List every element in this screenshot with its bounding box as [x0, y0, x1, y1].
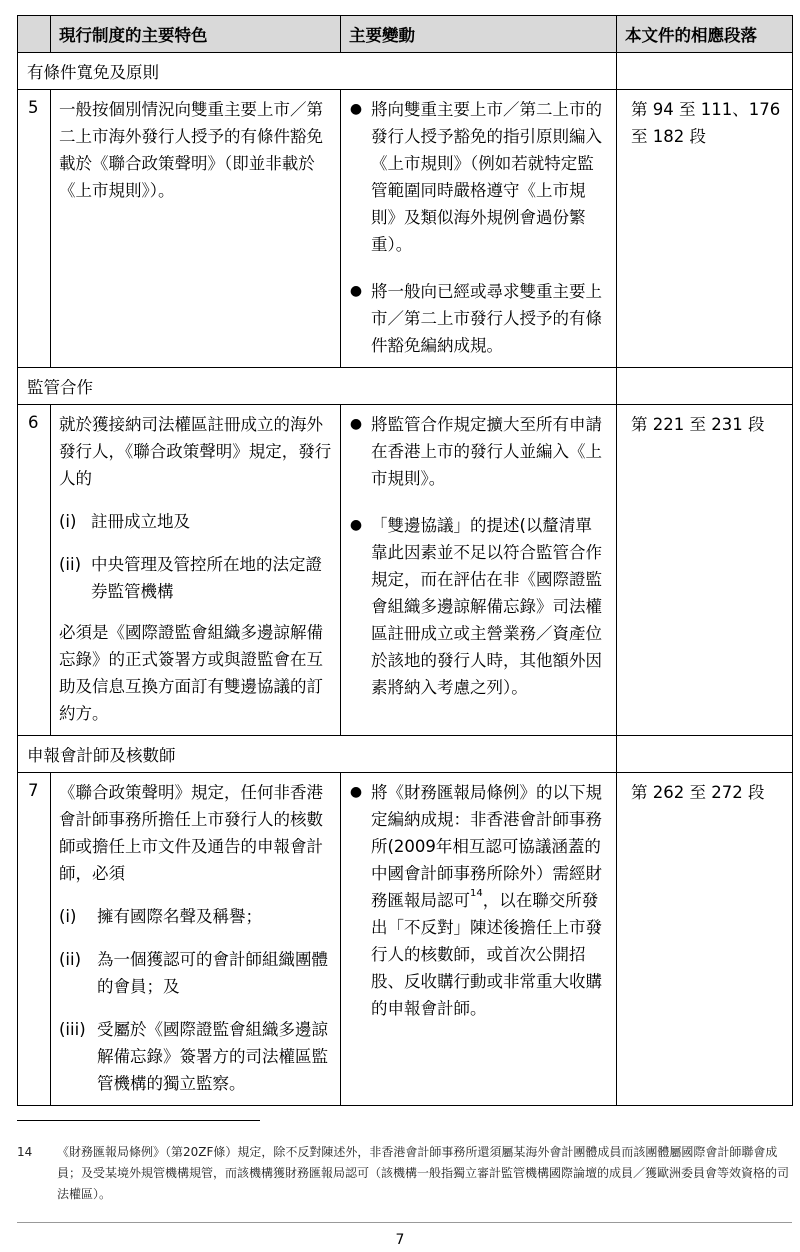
reference-cell: 第 221 至 231 段: [617, 405, 793, 736]
changes-cell: [341, 90, 617, 368]
feature-sub-item: [59, 1016, 332, 1097]
comparison-table: [17, 15, 793, 1106]
footnote-ref[interactable]: 14: [470, 888, 483, 899]
sub-item-label: (ii): [59, 950, 82, 969]
footnote-number: 14: [17, 1145, 33, 1159]
section-blank-cell: [617, 736, 793, 773]
sub-item-text: 擁有國際名聲及稱譽；: [97, 907, 262, 926]
change-bullet: [341, 96, 608, 258]
bullet-icon: ●: [349, 517, 363, 533]
page-footer-divider: [17, 1222, 792, 1223]
feature-sub-item: [59, 551, 332, 605]
sub-item-text: 中央管理及管控所在地的法定證券監管機構: [91, 555, 322, 601]
section-row: [18, 53, 793, 90]
sub-item-label: (i): [59, 512, 77, 531]
sub-item-text: 受屬於《國際證監會組織多邊諒解備忘錄》簽署方的司法權區監管機構的獨立監察。: [97, 1020, 328, 1093]
page-number: 7: [395, 1232, 405, 1248]
section-row: [18, 736, 793, 773]
feature-sub-item: [59, 903, 332, 930]
section-title: 申報會計師及核數師: [18, 736, 617, 773]
feature-outro: 必須是《國際證監會組織多邊諒解備忘錄》的正式簽署方或與證監會在互助及信息互換方面訂有雙邊協議的訂約方。: [59, 623, 323, 723]
sub-item-text: 為一個獲認可的會計師組織團體的會員；及: [97, 950, 328, 996]
bullet-icon: ●: [349, 784, 363, 800]
change-bullet: [341, 512, 608, 701]
change-bullet: [341, 411, 608, 492]
header-main-changes: 主要變動: [341, 16, 617, 53]
row-number: 7: [18, 773, 51, 1106]
sub-item-label: (iii): [59, 1020, 86, 1039]
bullet-icon: ●: [349, 416, 363, 432]
section-blank-cell: [617, 368, 793, 405]
change-bullet: [341, 779, 608, 1022]
change-text-part: ，以在聯交所發出「不反對」陳述後擔任上市發行人的核數師，或首次公開招股、反收購行動或非常重大收購的申報會計師。: [371, 891, 602, 1018]
changes-cell: [341, 405, 617, 736]
bullet-icon: ●: [349, 283, 363, 299]
section-title: 有條件寬免及原則: [18, 53, 617, 90]
feature-intro: 《聯合政策聲明》規定，任何非香港會計師事務所擔任上市發行人的核數師或擔任上市文件及通告的申報會計師，必須: [59, 783, 323, 883]
table-row: [18, 405, 793, 736]
footnote: [17, 1142, 792, 1205]
table-row: [18, 90, 793, 368]
bullet-icon: ●: [349, 101, 363, 117]
change-text: 「雙邊協議」的提述(以釐清單靠此因素並不足以符合監管合作規定，而在評估在非《國際證監會組織多邊諒解備忘錄》司法權區註冊成立或主營業務／資產位於該地的發行人時，其他額外因素將納入考慮之列）。: [371, 516, 602, 697]
footnote-separator: [17, 1120, 260, 1121]
feature-cell: [51, 405, 341, 736]
reference-cell: 第 262 至 272 段: [617, 773, 793, 1106]
change-bullet: [341, 278, 608, 359]
change-text: [371, 779, 608, 1022]
feature-cell: [51, 773, 341, 1106]
row-number: 6: [18, 405, 51, 736]
section-title: 監管合作: [18, 368, 617, 405]
header-num: [18, 16, 51, 53]
table-row: [18, 773, 793, 1106]
table-header-row: [18, 16, 793, 53]
feature-sub-item: [59, 946, 332, 1000]
feature-intro: 就於獲接納司法權區註冊成立的海外發行人，《聯合政策聲明》規定，發行人的: [59, 415, 332, 488]
change-text: 將一般向已經或尋求雙重主要上市／第二上市發行人授予的有條件豁免編納成規。: [371, 282, 602, 355]
feature-sub-item: [59, 508, 332, 535]
sub-item-label: (ii): [59, 555, 82, 574]
sub-item-label: (i): [59, 907, 77, 926]
changes-cell: [341, 773, 617, 1106]
feature-text: 一般按個別情況向雙重主要上市／第二上市海外發行人授予的有條件豁免載於《聯合政策聲明》（即並非載於《上市規則》）。: [59, 100, 323, 200]
section-row: [18, 368, 793, 405]
row-number: 5: [18, 90, 51, 368]
header-paragraph-reference: 本文件的相應段落: [617, 16, 793, 53]
header-current-features: 現行制度的主要特色: [51, 16, 341, 53]
feature-cell: [51, 90, 341, 368]
section-blank-cell: [617, 53, 793, 90]
reference-cell: 第 94 至 111、176 至 182 段: [617, 90, 793, 368]
footnote-text: 《財務匯報局條例》（第20ZF條）規定，除不反對陳述外，非香港會計師事務所還須屬某海外會計團體成員而該團體屬國際會計師聯會成員；及受某境外規管機構規管，而該機構獲財務匯報局認可（該機構一般指獨立審計監管機構國際論壇的成員／獲歐洲委員會等效資格的司法權區）。: [57, 1145, 790, 1201]
change-text-part: 將《財務匯報局條例》的以下規定編納成規：非香港會計師事務所(2009年相互認可協議涵蓋的中國會計師事務所除外）需經財務匯報局認可: [371, 783, 602, 910]
change-text: 將向雙重主要上市／第二上市的發行人授予豁免的指引原則編入《上市規則》（例如若就特定監管範圍同時嚴格遵守《上市規則》及類似海外規例會過份繁重）。: [371, 100, 602, 254]
sub-item-text: 註冊成立地及: [91, 512, 190, 531]
change-text: 將監管合作規定擴大至所有申請在香港上市的發行人並編入《上市規則》。: [371, 415, 602, 488]
